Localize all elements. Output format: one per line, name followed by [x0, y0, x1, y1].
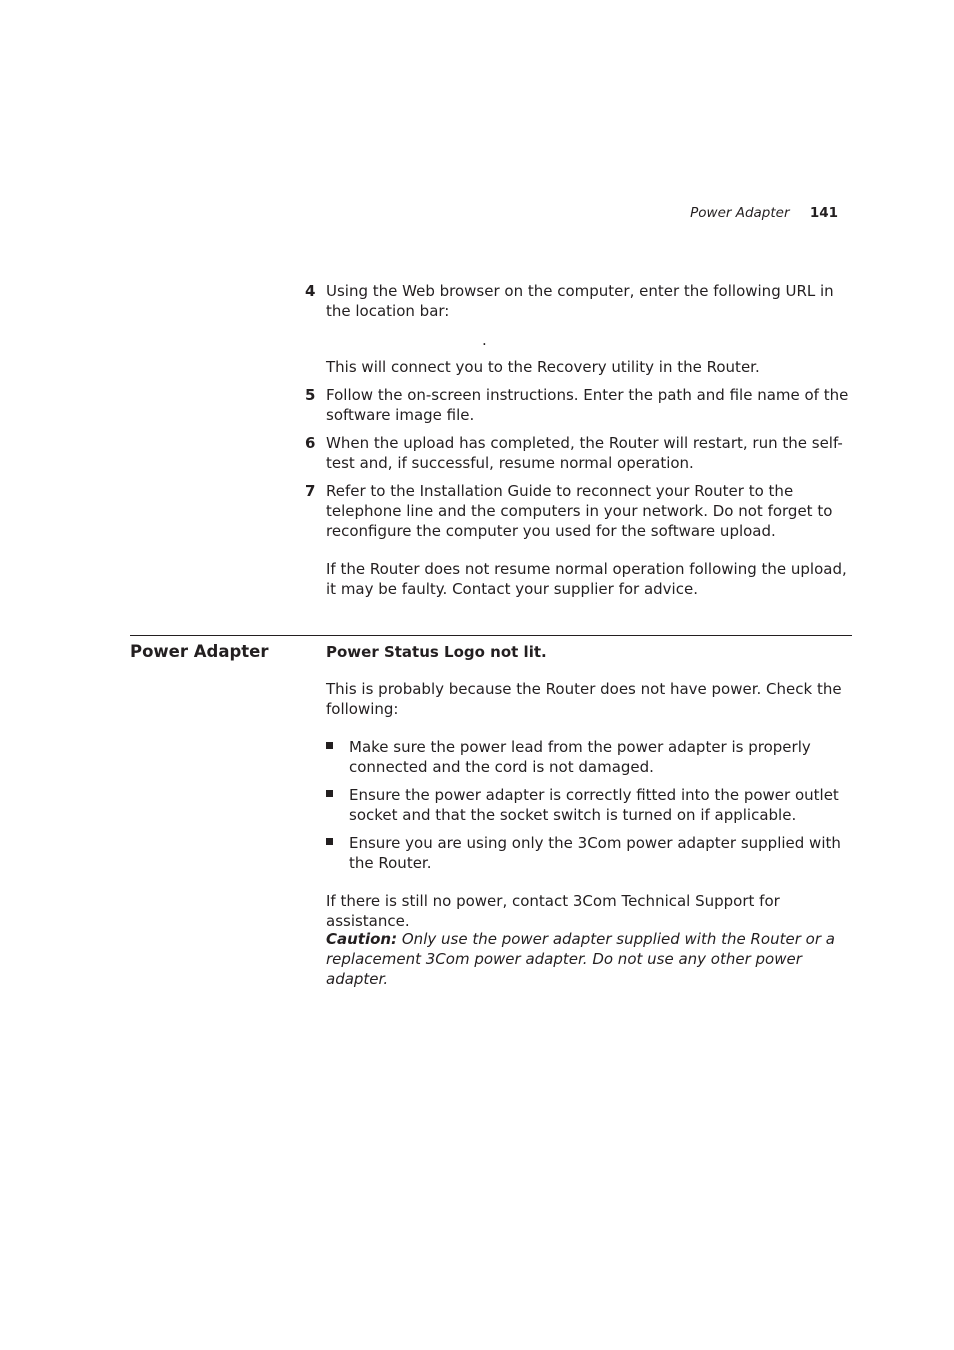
step-6	[305, 433, 855, 473]
bullet-item	[326, 833, 856, 873]
page-number: 141	[809, 205, 838, 221]
bullet-text: Ensure you are using only the 3Com power adapter supplied with the Router.	[349, 834, 841, 872]
step-5	[305, 385, 855, 425]
caution-label: Caution:	[326, 930, 398, 948]
bullet-item	[326, 737, 856, 777]
step-4	[305, 281, 855, 321]
url-placeholder: .	[482, 331, 487, 349]
step-text: Refer to the Installation Guide to reconnect your Router to the telephone line and the computers in your network. Do not forget to reconfigure the computer you used for the software upload.	[326, 482, 833, 540]
support-note: If there is still no power, contact 3Com Technical Support for assistance.	[326, 892, 780, 930]
step-number: 6	[305, 434, 316, 452]
step-text: When the upload has completed, the Router will restart, run the self-test and, if successful, resume normal operation.	[326, 434, 843, 472]
caution-note	[326, 929, 856, 989]
section-heading: Power Adapter	[130, 642, 269, 661]
recovery-note: This will connect you to the Recovery utility in the Router.	[326, 358, 760, 376]
header-section-title: Power Adapter	[690, 205, 790, 221]
step-7	[305, 481, 855, 541]
section-subheading: Power Status Logo not lit.	[326, 643, 547, 661]
bullet-item	[326, 785, 856, 825]
step-text: Using the Web browser on the computer, enter the following URL in the location bar:	[326, 282, 834, 320]
running-header	[690, 205, 838, 221]
bullet-square-icon	[326, 742, 333, 749]
bullet-square-icon	[326, 790, 333, 797]
fault-note: If the Router does not resume normal operation following the upload, it may be faulty. Contact your supplier for advice.	[326, 560, 847, 598]
step-number: 4	[305, 282, 316, 300]
bullet-square-icon	[326, 838, 333, 845]
bullet-text: Make sure the power lead from the power adapter is properly connected and the cord is not damaged.	[349, 738, 811, 776]
section-intro: This is probably because the Router does not have power. Check the following:	[326, 680, 842, 718]
caution-text: Only use the power adapter supplied with the Router or a replacement 3Com power adapter. Do not use any other power adapter.	[326, 930, 835, 988]
section-divider	[130, 635, 852, 636]
bullet-text: Ensure the power adapter is correctly fitted into the power outlet socket and that the socket switch is turned on if applicable.	[349, 786, 839, 824]
step-number: 7	[305, 482, 316, 500]
step-number: 5	[305, 386, 316, 404]
step-text: Follow the on-screen instructions. Enter the path and file name of the software image file.	[326, 386, 849, 424]
